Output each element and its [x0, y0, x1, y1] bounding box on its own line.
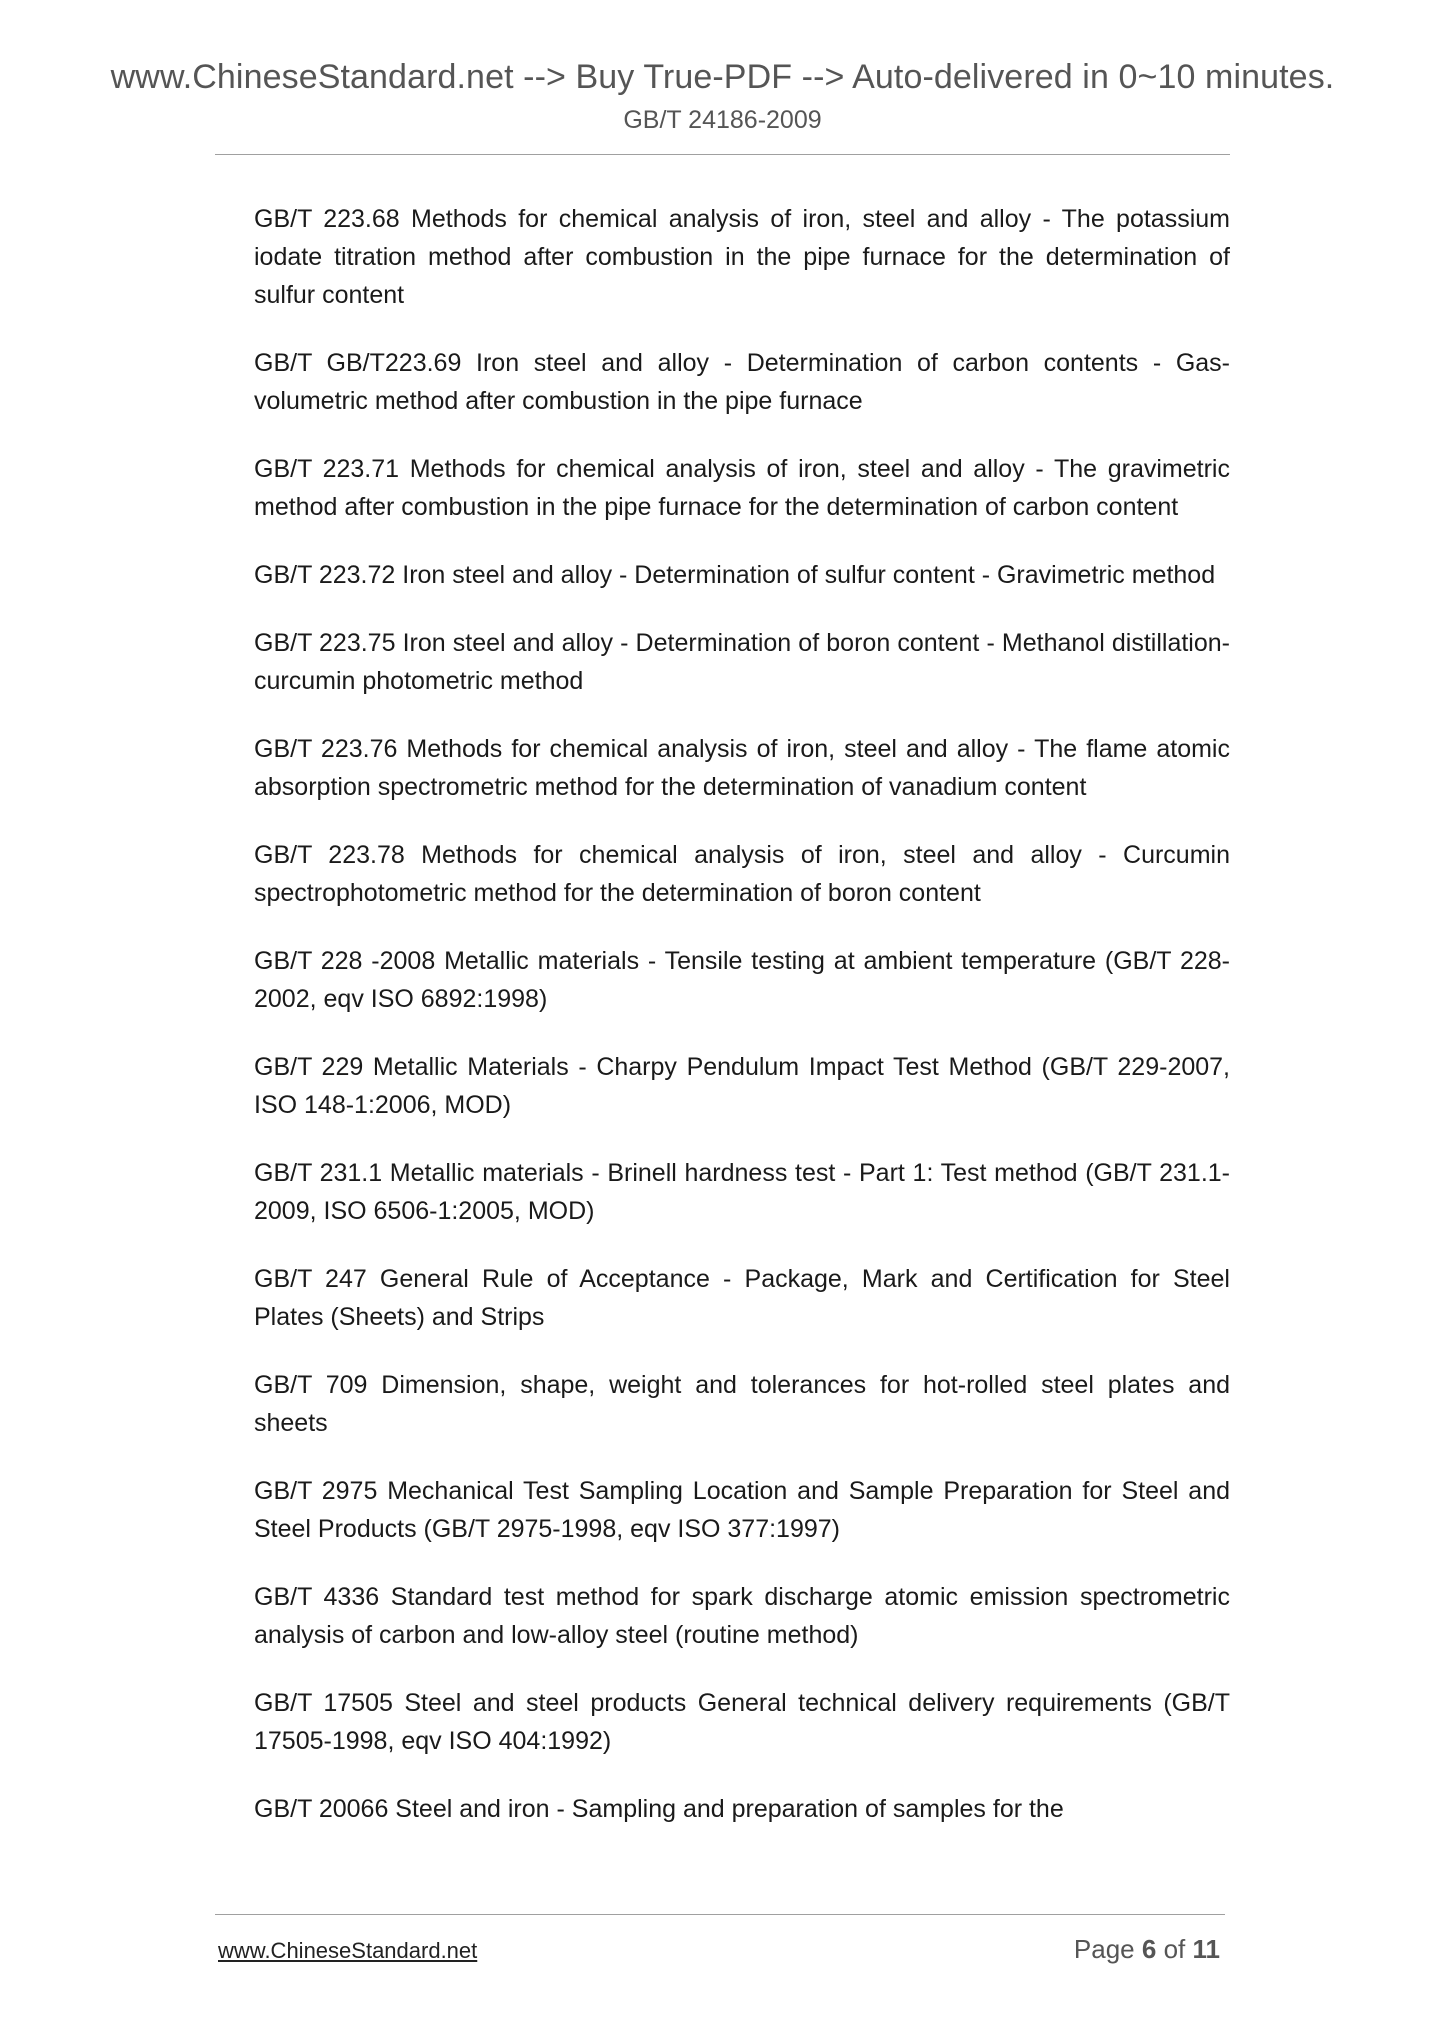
footer-site-link[interactable]: www.ChineseStandard.net: [218, 1938, 478, 1963]
reference-item: GB/T 231.1 Metallic materials - Brinell hardness test - Part 1: Test method (GB/T 231.1-2009, ISO 6506-1:2005, MOD): [254, 1159, 1230, 1225]
reference-item: GB/T 20066 Steel and iron - Sampling and preparation of samples for the: [254, 1795, 1064, 1823]
reference-item: GB/T 229 Metallic Materials - Charpy Pendulum Impact Test Method (GB/T 229-2007, ISO 148-1:2006, MOD): [254, 1053, 1230, 1119]
header-divider: [215, 154, 1230, 155]
page-indicator: [1074, 1934, 1220, 1965]
page-of: of: [1163, 1934, 1186, 1964]
header-standard-number: GB/T 24186-2009: [623, 106, 822, 134]
reference-item: GB/T 2975 Mechanical Test Sampling Location and Sample Preparation for Steel and Steel Products (GB/T 2975-1998, eqv ISO 377:1997): [254, 1477, 1230, 1543]
header-banner: www.ChineseStandard.net --> Buy True-PDF --> Auto-delivered in 0~10 minutes.: [110, 58, 1335, 96]
reference-item: GB/T 223.68 Methods for chemical analysis of iron, steel and alloy - The potassium iodate titration method after combustion in the pipe furnace for the determination of sulfur content: [254, 205, 1230, 309]
page-current: 6: [1141, 1934, 1157, 1964]
reference-item: GB/T 223.71 Methods for chemical analysis of iron, steel and alloy - The gravimetric method after combustion in the pipe furnace for the determination of carbon content: [254, 455, 1230, 521]
normative-references-list: [254, 200, 1230, 1858]
footer-divider: [215, 1914, 1225, 1915]
reference-item: GB/T 247 General Rule of Acceptance - Package, Mark and Certification for Steel Plates (Sheets) and Strips: [254, 1265, 1230, 1331]
reference-item: GB/T 223.72 Iron steel and alloy - Determination of sulfur content - Gravimetric method: [254, 561, 1216, 589]
reference-item: GB/T 709 Dimension, shape, weight and tolerances for hot-rolled steel plates and sheets: [254, 1371, 1230, 1437]
reference-item: GB/T 223.78 Methods for chemical analysis of iron, steel and alloy - Curcumin spectrophotometric method for the determination of boron content: [254, 841, 1230, 907]
reference-item: GB/T 223.76 Methods for chemical analysis of iron, steel and alloy - The flame atomic absorption spectrometric method for the determination of vanadium content: [254, 735, 1230, 801]
page-prefix: Page: [1073, 1934, 1135, 1964]
reference-item: GB/T GB/T223.69 Iron steel and alloy - Determination of carbon contents - Gas-volumetric method after combustion in the pipe furnace: [254, 349, 1230, 415]
reference-item: GB/T 228 -2008 Metallic materials - Tensile testing at ambient temperature (GB/T 228- 2002, eqv ISO 6892:1998): [254, 947, 1230, 1013]
reference-item: GB/T 223.75 Iron steel and alloy - Determination of boron content - Methanol distillation-curcumin photometric method: [254, 629, 1230, 695]
page-total: 11: [1192, 1934, 1220, 1964]
reference-item: GB/T 4336 Standard test method for spark discharge atomic emission spectrometric analysis of carbon and low-alloy steel (routine method): [254, 1583, 1230, 1649]
reference-item: GB/T 17505 Steel and steel products General technical delivery requirements (GB/T 17505-1998, eqv ISO 404:1992): [254, 1689, 1230, 1755]
